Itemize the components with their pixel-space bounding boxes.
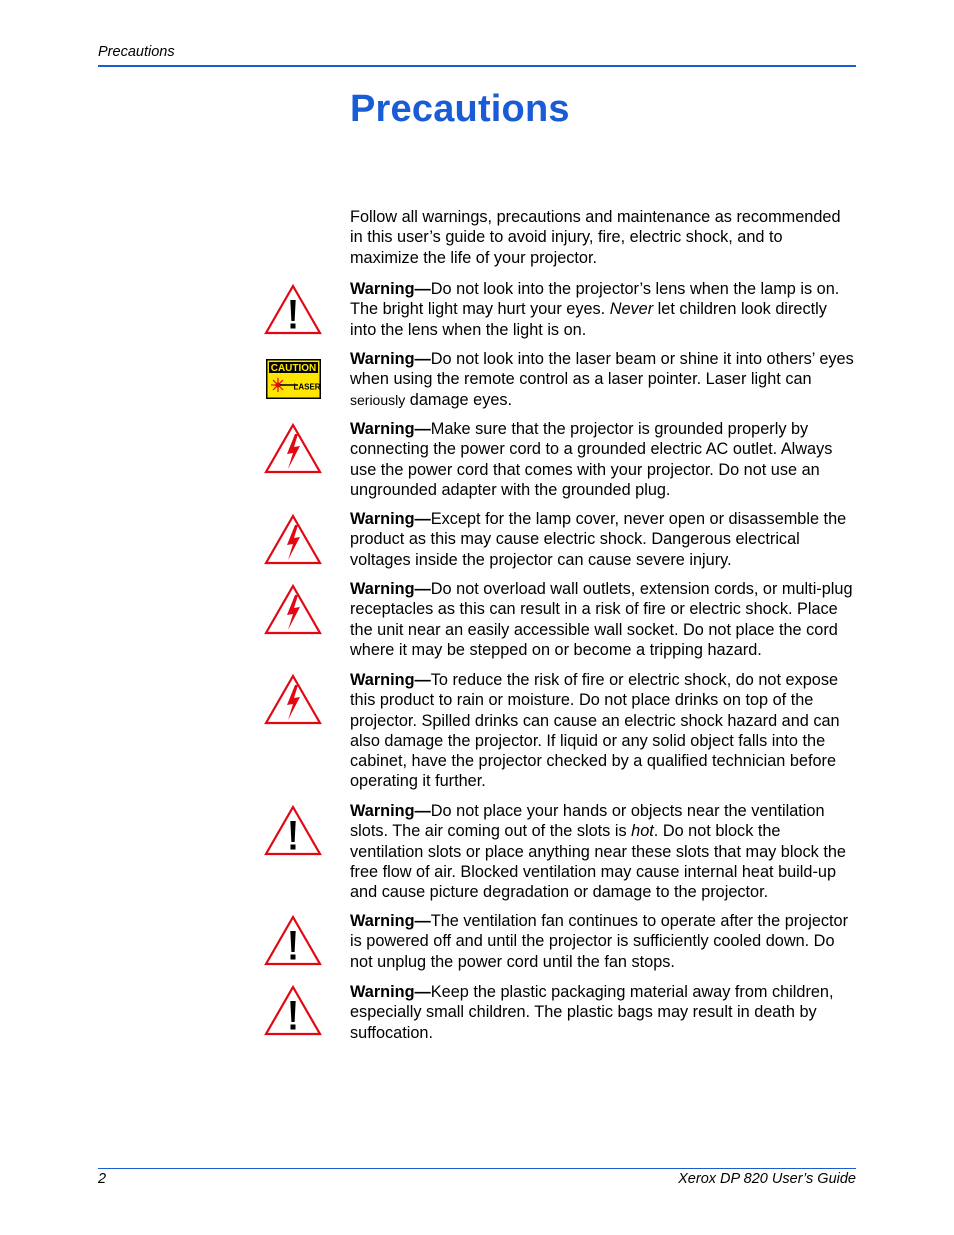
caution-label: CAUTION — [270, 363, 317, 375]
header-rule — [98, 65, 856, 67]
warning-lens-light: Warning—Do not look into the projector’s lens when the lamp is on. The bright light may hurt your eyes. Never let children look directly into the lens when the light is on. — [350, 280, 840, 339]
warning-ventilation-slots: Warning—Do not place your hands or objects near the ventilation slots. The air coming out of the slots is hot. Do not block the ventilation slots or place anything near these slots that may block the free flow of air. Blocked ventilation may cause internal heat build-up and cause picture degradation or damage to the projector. — [350, 802, 846, 902]
warning-grounding: Warning—Make sure that the projector is grounded properly by connecting the power cord to a grounded electric AC outlet. Always use the power cord that comes with your projector. Do not use an ungrounded adapter with the grounded plug. — [350, 420, 833, 499]
warning-disassembly: Warning—Except for the lamp cover, never open or disassemble the product as this may cause electric shock. Dangerous electrical voltages inside the projector can cause severe injury. — [350, 510, 847, 569]
warning-moisture: Warning—To reduce the risk of fire or electric shock, do not expose this product to rain or moisture. Do not place drinks on top of the projector. Spilled drinks can cause an electric shock hazard and can also damage the projector. If liquid or any solid object falls into the cabinet, have the projector checked by a qualified technician before operating it further. — [350, 671, 840, 791]
exclamation-triangle-icon — [264, 985, 322, 1037]
caution-laser-icon — [266, 359, 321, 399]
warning-fan: Warning—The ventilation fan continues to operate after the projector is powered off and until the projector is sufficiently cooled down. Do not unplug the power cord until the fan stops. — [350, 912, 849, 971]
page-title: Precautions — [350, 88, 570, 130]
exclamation-triangle-icon — [264, 915, 322, 967]
page-number: 2 — [98, 1171, 107, 1187]
laser-label: LASER — [293, 382, 321, 392]
warning-packaging: Warning—Keep the plastic packaging material away from children, especially small children. The plastic bags may result in death by suffocation. — [350, 983, 834, 1042]
document-title: Xerox DP 820 User’s Guide — [678, 1171, 856, 1187]
footer-rule — [98, 1168, 856, 1169]
electric-shock-icon — [264, 584, 322, 636]
exclamation-triangle-icon — [264, 805, 322, 857]
warning-label: Warning— — [350, 280, 431, 298]
electric-shock-icon — [264, 514, 322, 566]
electric-shock-icon — [264, 674, 322, 726]
electric-shock-icon — [264, 423, 322, 475]
running-header: Precautions — [98, 44, 175, 60]
intro-paragraph: Follow all warnings, precautions and maintenance as recommended in this user’s guide to avoid injury, fire, electric shock, and to maximize the life of your projector. — [350, 208, 841, 267]
exclamation-triangle-icon — [264, 284, 322, 336]
warning-overload: Warning—Do not overload wall outlets, extension cords, or multi-plug receptacles as this can result in a risk of fire or electric shock. Place the unit near an easily accessible wall socket. Do not place the cord where it may be stepped on or become a tripping hazard. — [350, 580, 853, 659]
warning-laser: Warning—Do not look into the laser beam or shine it into others’ eyes when using the remote control as a laser pointer. Laser light can seriously damage eyes. — [350, 350, 854, 409]
